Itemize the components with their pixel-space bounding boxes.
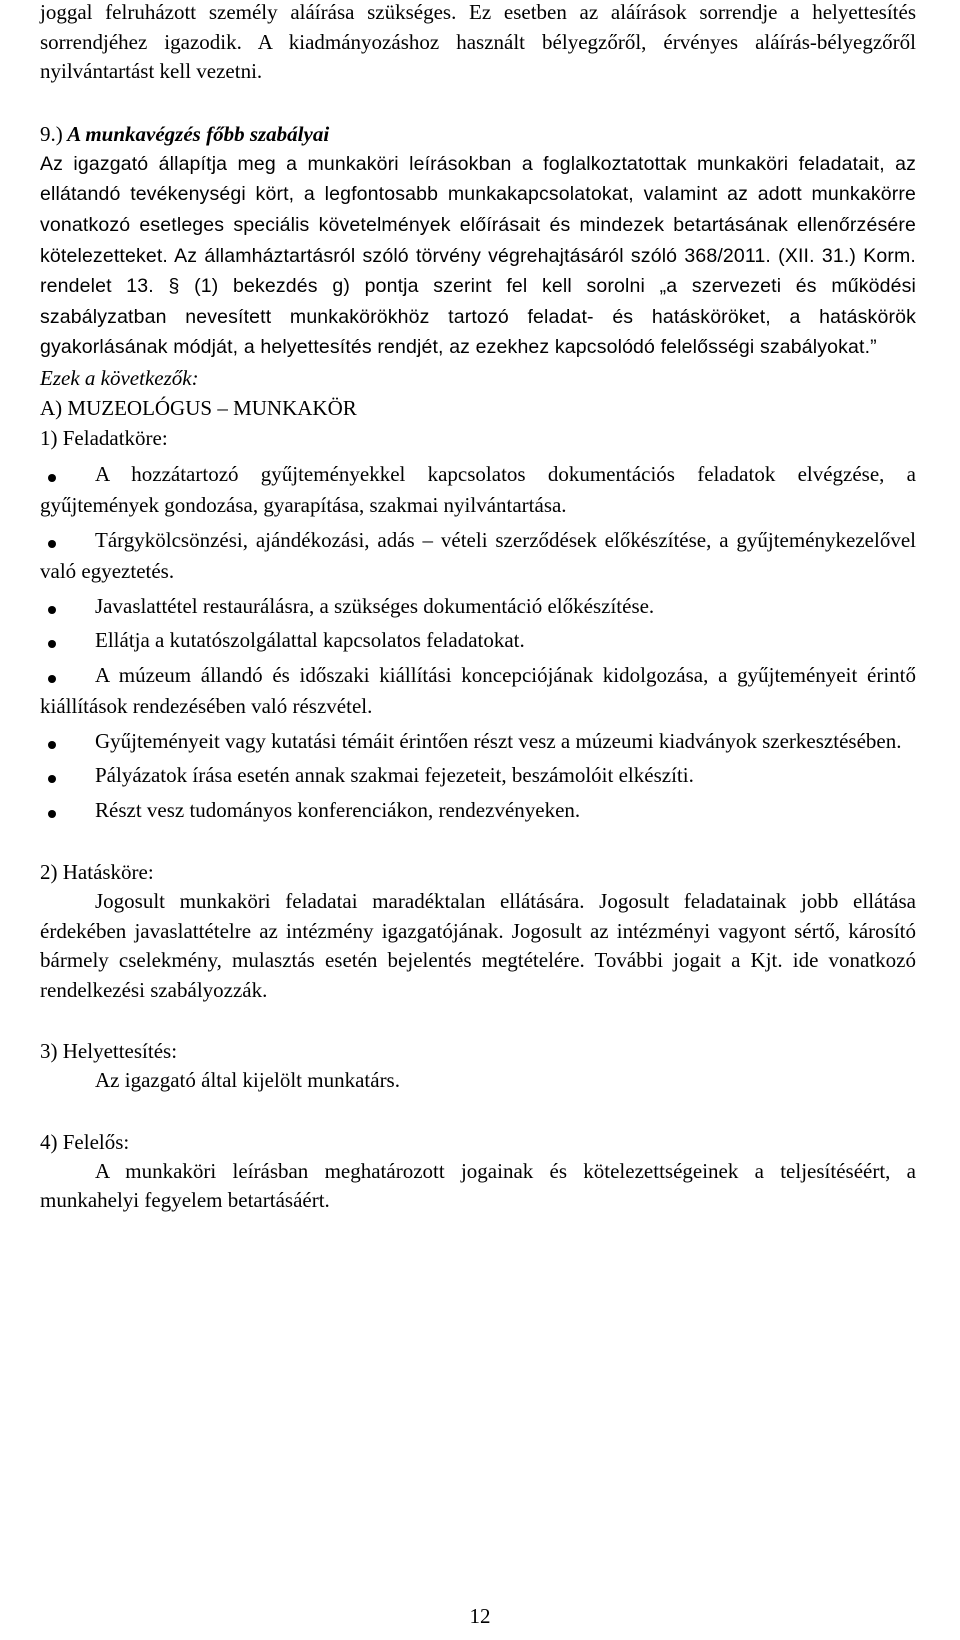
duties-list — [40, 459, 916, 826]
list-item: Részt vesz tudományos konferenciákon, rendezvényeken. — [95, 797, 581, 822]
list-item: Ellátja a kutatószolgálattal kapcsolatos feladatokat. — [95, 628, 525, 653]
substitution-text: Az igazgató által kijelölt munkatárs. — [95, 1068, 400, 1093]
list-item: Pályázatok írása esetén annak szakmai fejezeteit, beszámolóit elkészíti. — [95, 763, 694, 788]
list-item: Gyűjteményeit vagy kutatási témáit érintően részt vesz a múzeumi kiadványok szerkesztésében. — [95, 728, 902, 753]
list-item: A hozzátartozó gyűjteményekkel kapcsolatos dokumentációs feladatok elvégzése, a gyűjtemények gondozása, gyarapítása, szakmai nyilvántartása. — [40, 461, 916, 518]
responsibility-heading: 4) Felelős: — [40, 1129, 130, 1154]
responsibility-text: A munkaköri leírásban meghatározott jogainak és kötelezettségeinek a teljesítéséért, a munkahelyi fegyelem betartásáért. — [40, 1158, 916, 1213]
job-title: A) MUZEOLÓGUS – MUNKAKÖR — [40, 395, 357, 420]
authority-text: Jogosult munkaköri feladatai maradéktalan ellátására. Jogosult feladatainak jobb ellátása érdekében javaslattételre az intézmény igazgatójának. Jogosult az intézményi vagyont sértő, károsító bármely cselekmény, mulasztás esetén bejelentés megtételére. További jogait a Kjt. ide vonatkozó rendelkezési szabályozzák. — [40, 888, 916, 1002]
list-item: Javaslattétel restaurálásra, a szükséges dokumentáció előkészítése. — [95, 593, 655, 618]
list-item: A múzeum állandó és időszaki kiállítási koncepciójának kidolgozása, a gyűjteményeit érintő kiállítások rendezésében való részvétel. — [40, 662, 916, 718]
section-heading — [40, 119, 916, 149]
section-title: A munkavégzés főbb szabályai — [67, 121, 330, 146]
document-page — [40, 0, 916, 1216]
list-item: Tárgykölcsönzési, ajándékozási, adás – vételi szerződések előkészítése, a gyűjteménykezelővel való egyeztetés. — [40, 527, 916, 583]
substitution-heading: 3) Helyettesítés: — [40, 1039, 178, 1064]
intro-paragraph: joggal felruházott személy aláírása szükséges. Ez esetben az aláírások sorrendje a helyettesítés sorrendjéhez igazodik. A kiadmányozáshoz használt bélyegzőről, érvényes aláírás-bélyegzőről nyilvántartást kell vezetni. — [40, 0, 916, 84]
page-number: 12 — [469, 1604, 491, 1628]
following-label: Ezek a következők: — [40, 365, 199, 390]
section-body: Az igazgató állapítja meg a munkaköri leírásokban a foglalkoztatottak munkaköri feladatait, az ellátandó tevékenységi kört, a legfontosabb munkakapcsolatokat, valamint az adott munkakörre vonatkozó esetleges speciális követelmények előírásait és mindezek betartásának ellenőrzésére kötelezetteket. Az államháztartásról szóló törvény végrehajtásáról szóló 368/2011. (XII. 31.) Korm. rendelet 13. § (1) bekezdés g) pontja szerint fel kell sorolni „a szervezeti és működési szabályzatban nevesített munkakörökhöz tartozó feladat- és hatásköröket, a hatáskörök gyakorlásának módját, a helyettesítés rendjét, az ezekhez kapcsolódó felelősségi szabályokat.” — [40, 152, 916, 359]
duties-heading: 1) Feladatköre: — [40, 425, 168, 450]
section-number: 9.) — [40, 121, 63, 146]
authority-heading: 2) Hatásköre: — [40, 859, 154, 884]
